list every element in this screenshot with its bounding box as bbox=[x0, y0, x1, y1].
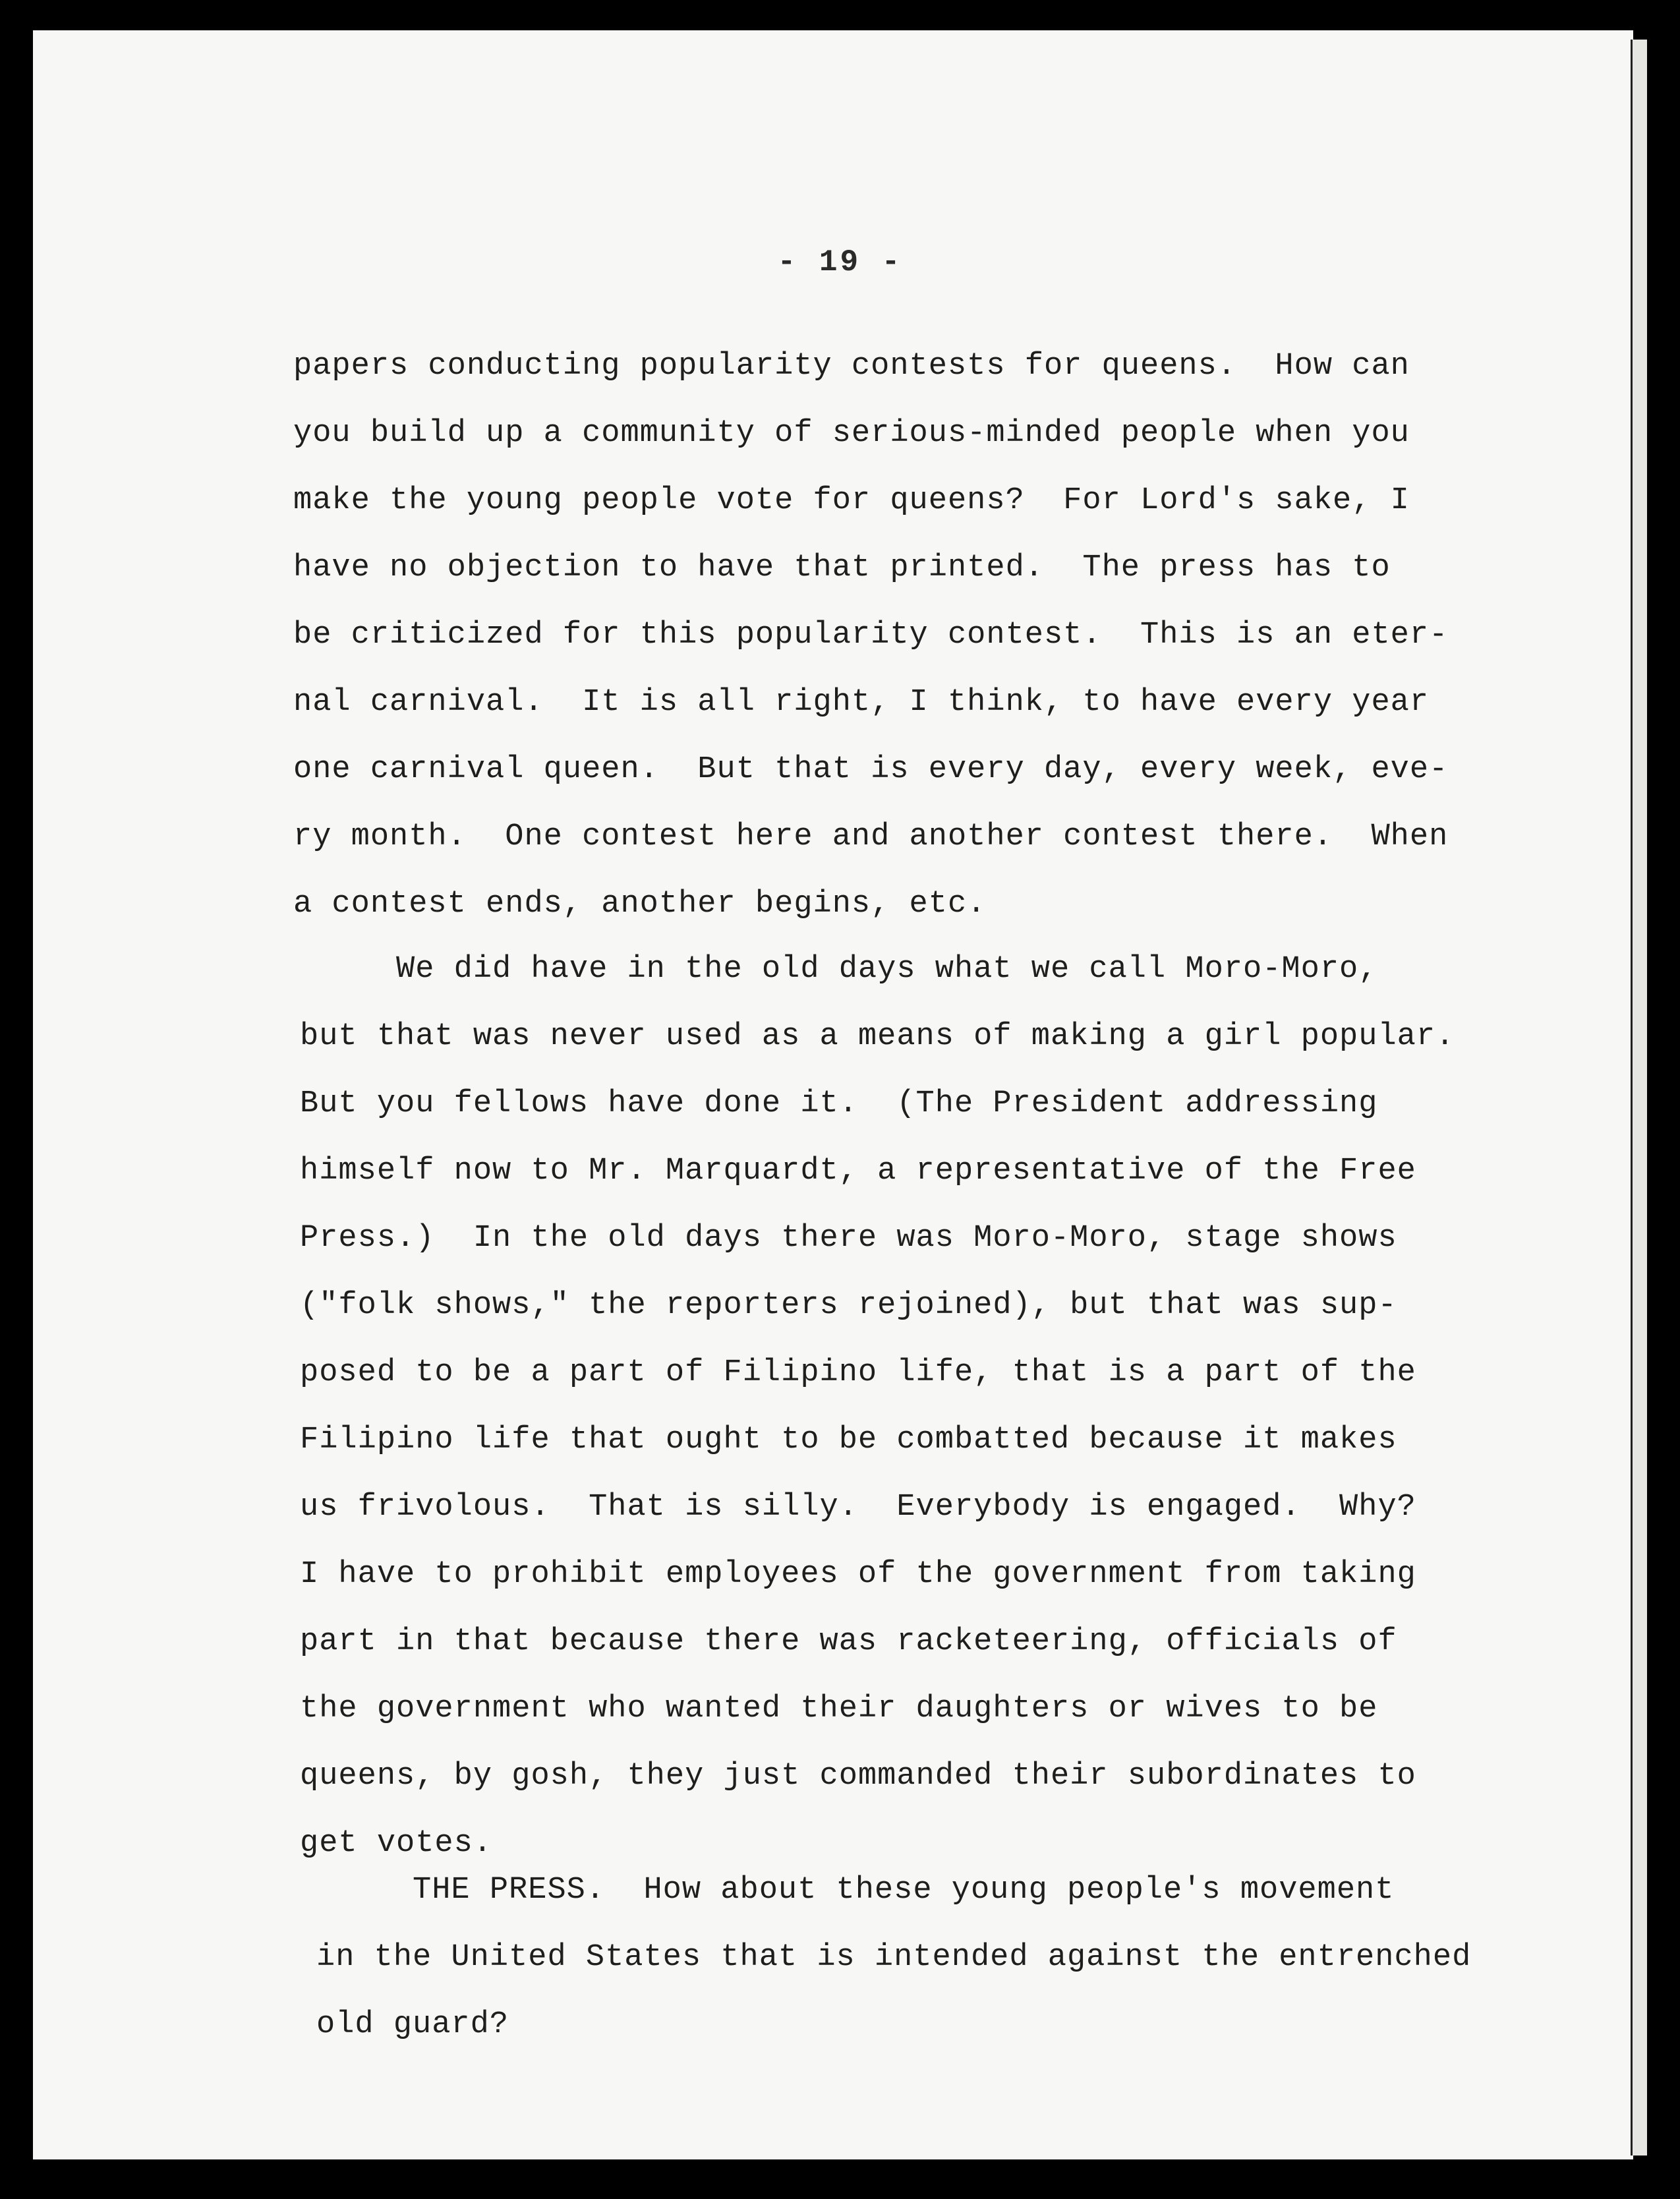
text-line: be criticized for this popularity contest. This is an eter- bbox=[293, 618, 1449, 653]
text-line: papers conducting popularity contests for queens. How can bbox=[293, 349, 1410, 384]
text-line: one carnival queen. But that is every day, every week, eve- bbox=[293, 752, 1449, 787]
page-edge bbox=[1631, 40, 1647, 2155]
text-line: have no objection to have that printed. The press has to bbox=[293, 550, 1391, 585]
text-line: nal carnival. It is all right, I think, to have every year bbox=[293, 685, 1430, 720]
text-line: Press.) In the old days there was Moro-Moro, stage shows bbox=[300, 1221, 1397, 1256]
text-line: ("folk shows," the reporters rejoined), but that was sup- bbox=[300, 1288, 1397, 1323]
text-line: Filipino life that ought to be combatted because it makes bbox=[300, 1422, 1397, 1457]
text-line: the government who wanted their daughters or wives to be bbox=[300, 1691, 1378, 1726]
text-line: a contest ends, another begins, etc. bbox=[293, 887, 987, 922]
text-line: queens, by gosh, they just commanded their subordinates to bbox=[300, 1759, 1416, 1794]
text-line: old guard? bbox=[316, 2007, 509, 2042]
text-line: get votes. bbox=[300, 1826, 493, 1861]
text-line: THE PRESS. How about these young people's movement bbox=[316, 1873, 1395, 1908]
paragraph-2 bbox=[300, 936, 1455, 1877]
text-line: us frivolous. That is silly. Everybody is engaged. Why? bbox=[300, 1490, 1416, 1525]
page-number: - 19 - bbox=[777, 245, 903, 279]
text-line: in the United States that is intended against the entrenched bbox=[316, 1940, 1472, 1975]
text-line: I have to prohibit employees of the government from taking bbox=[300, 1557, 1416, 1592]
text-line: ry month. One contest here and another contest there. When bbox=[293, 819, 1449, 854]
text-line: make the young people vote for queens? For Lord's sake, I bbox=[293, 483, 1410, 518]
paragraph-1 bbox=[293, 333, 1448, 938]
text-line: you build up a community of serious-minded people when you bbox=[293, 416, 1410, 451]
text-line: posed to be a part of Filipino life, that is a part of the bbox=[300, 1355, 1416, 1390]
text-line: But you fellows have done it. (The President addressing bbox=[300, 1086, 1378, 1121]
paragraph-3 bbox=[316, 1857, 1471, 2059]
text-line: We did have in the old days what we call Moro-Moro, bbox=[300, 952, 1378, 987]
text-line: himself now to Mr. Marquardt, a representative of the Free bbox=[300, 1154, 1416, 1188]
text-line: part in that because there was racketeering, officials of bbox=[300, 1624, 1397, 1659]
text-line: but that was never used as a means of making a girl popular. bbox=[300, 1019, 1455, 1054]
